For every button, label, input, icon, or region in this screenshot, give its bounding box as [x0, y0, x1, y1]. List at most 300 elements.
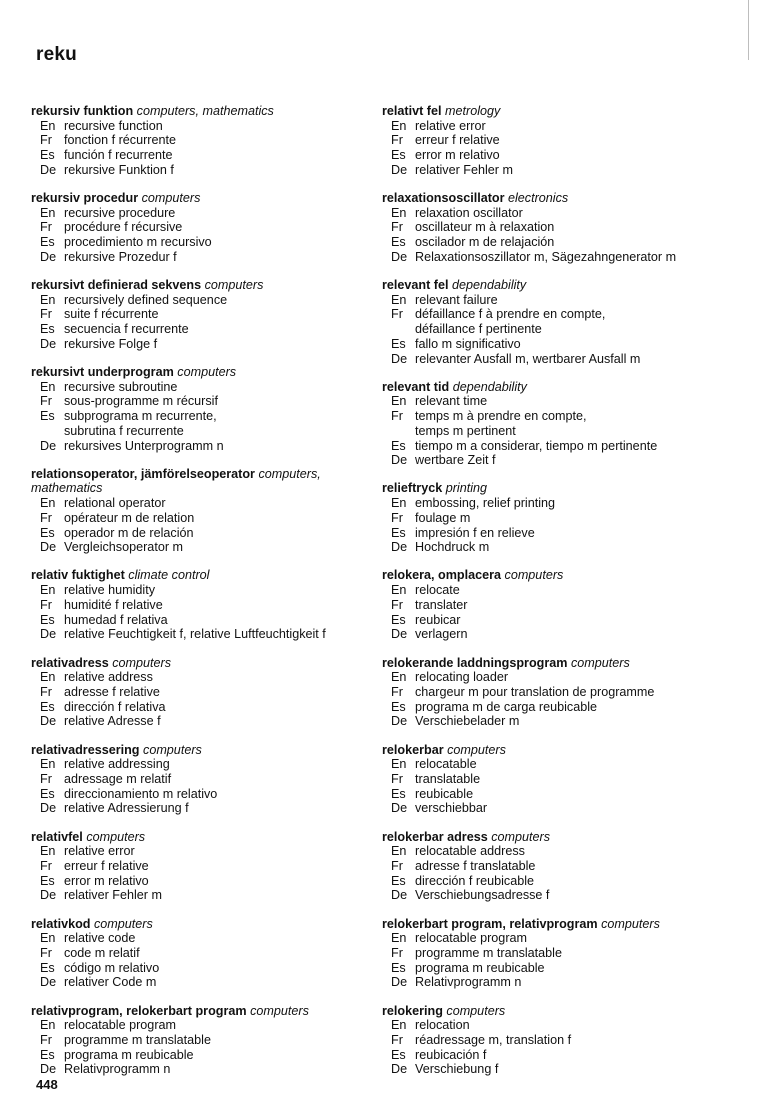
language-code: Fr	[40, 510, 52, 525]
translation-line	[382, 307, 732, 322]
language-code: En	[40, 931, 56, 946]
language-code: De	[391, 249, 408, 264]
translation-text: relational operator	[64, 496, 166, 511]
translation-text: humidité f relative	[64, 597, 163, 612]
translation-text: relocatable	[415, 757, 477, 772]
translation-line	[382, 787, 732, 802]
language-code: De	[391, 627, 408, 642]
entry-domain: computers	[94, 916, 153, 931]
translation-text: fonction f récurrente	[64, 133, 177, 148]
translation-line	[31, 307, 371, 322]
language-code: De	[391, 801, 408, 816]
entry-headword-line	[31, 278, 371, 293]
translation-line	[31, 220, 371, 235]
language-code: De	[40, 336, 57, 351]
translation-text: verlagern	[415, 627, 468, 642]
entry-term: rekursiv funktion	[31, 104, 134, 118]
entry-headword-line	[31, 1004, 371, 1019]
language-code: En	[40, 379, 56, 394]
translation-text: Verschiebung f	[415, 1062, 499, 1077]
entry-headword-line	[31, 568, 371, 583]
translation-text: dirección f reubicable	[415, 873, 535, 888]
language-code: Fr	[391, 133, 403, 148]
translation-line	[382, 1018, 732, 1033]
language-code: Es	[391, 336, 406, 351]
language-code: De	[391, 888, 408, 903]
translation-text: función f recurrente	[64, 148, 173, 163]
translation-text: dirección f relativa	[64, 699, 166, 714]
entry-headword-line	[31, 365, 371, 380]
translation-text: adresse f translatable	[415, 858, 536, 873]
translation-line	[382, 394, 732, 409]
entry-domain: printing	[445, 481, 488, 496]
page-number: 448	[36, 1077, 58, 1092]
language-code: Es	[391, 873, 406, 888]
language-code: Fr	[40, 307, 52, 322]
dictionary-entry	[382, 278, 732, 366]
entry-domain: climate control	[128, 568, 210, 583]
dictionary-entry	[382, 104, 732, 178]
translation-text: Verschiebelader m	[415, 714, 520, 729]
entry-term: relokerbar adress	[382, 829, 488, 844]
translation-text: défaillance f à prendre en compte,	[415, 307, 606, 322]
entry-domain: computers	[250, 1003, 309, 1018]
entry-term: relieftryck	[382, 481, 443, 496]
translation-line	[31, 844, 371, 859]
translation-line	[382, 1062, 732, 1077]
translation-line	[382, 293, 732, 308]
translation-line	[382, 874, 732, 889]
translation-line	[31, 874, 371, 889]
language-code: Fr	[40, 597, 52, 612]
entry-headword-line	[31, 104, 371, 119]
translation-line	[31, 496, 371, 511]
entry-headword-line	[382, 568, 732, 583]
entry-term: relativadress	[31, 655, 109, 670]
translation-text: procedimiento m recursivo	[64, 235, 212, 250]
translation-line	[31, 526, 371, 541]
language-code: Es	[391, 960, 406, 975]
translation-line	[382, 220, 732, 235]
dictionary-entry	[382, 191, 732, 265]
language-code: Es	[40, 960, 55, 975]
translation-line	[382, 496, 732, 511]
dictionary-entry	[31, 830, 371, 904]
translation-text: impresión f en relieve	[415, 525, 535, 540]
translation-text: recursively defined sequence	[64, 292, 228, 307]
translation-text: relocation	[415, 1018, 470, 1033]
language-code: Fr	[391, 771, 403, 786]
entry-headword-line	[31, 467, 371, 482]
entry-domain: computers	[86, 829, 146, 844]
translation-line	[31, 511, 371, 526]
translation-text: reubicar	[415, 612, 461, 627]
translation-text: oscillateur m à relaxation	[415, 220, 555, 235]
translation-line	[31, 801, 371, 816]
translation-line	[382, 409, 732, 424]
dictionary-entry	[31, 568, 371, 642]
translation-line	[382, 1033, 732, 1048]
language-code: De	[40, 1062, 57, 1077]
translation-line	[31, 757, 371, 772]
language-code: De	[40, 627, 57, 642]
language-code: Es	[391, 235, 406, 250]
translation-line	[31, 670, 371, 685]
translation-text: recursive subroutine	[64, 379, 178, 394]
language-code: Es	[40, 612, 55, 627]
translation-line	[31, 1048, 371, 1063]
language-code: En	[391, 496, 407, 511]
translation-line	[31, 859, 371, 874]
language-code: De	[40, 975, 57, 990]
entry-headword-line	[31, 743, 371, 758]
language-code: En	[391, 757, 407, 772]
translation-text: adressage m relatif	[64, 771, 172, 786]
entry-domain: computers	[141, 191, 201, 206]
translation-line	[31, 961, 371, 976]
translation-line	[31, 409, 371, 424]
language-code: Fr	[40, 858, 52, 873]
language-code: Es	[391, 1047, 406, 1062]
right-column	[382, 104, 732, 1091]
entry-domain: computers	[601, 916, 660, 931]
translation-text: Relaxationsoszillator m, Sägezahngenerator m	[415, 249, 677, 264]
entry-term: relativ fuktighet	[31, 568, 125, 583]
translation-text: programme m translatable	[415, 945, 562, 960]
language-code: Fr	[391, 858, 403, 873]
translation-text: adresse f relative	[64, 684, 160, 699]
entry-domain: computers	[491, 829, 551, 844]
translation-text: secuencia f recurrente	[64, 322, 189, 337]
entry-term: relokerande laddningsprogram	[382, 655, 568, 670]
translation-text: relative Adressierung f	[64, 801, 189, 816]
language-code: En	[391, 844, 407, 859]
translation-text: relocating loader	[415, 670, 509, 685]
translation-line	[382, 801, 732, 816]
translation-line	[31, 613, 371, 628]
translation-text: rekursive Funktion f	[64, 162, 174, 177]
language-code: Fr	[391, 945, 403, 960]
translation-line	[382, 888, 732, 903]
entry-domain: computers	[143, 742, 202, 757]
translation-text: relative code	[64, 931, 136, 946]
language-code: Es	[40, 873, 55, 888]
translation-line	[31, 1018, 371, 1033]
entry-term: relativt fel	[382, 104, 442, 118]
dictionary-entry	[31, 917, 371, 991]
language-code: Es	[40, 699, 55, 714]
language-code: Es	[391, 438, 406, 453]
translation-text: tiempo m a considerar, tiempo m pertinente	[415, 438, 658, 453]
translation-line	[382, 844, 732, 859]
language-code: Fr	[40, 133, 52, 148]
translation-line	[382, 540, 732, 555]
translation-line	[382, 859, 732, 874]
language-code: Es	[40, 1047, 55, 1062]
translation-line	[31, 931, 371, 946]
translation-text: erreur f relative	[415, 133, 500, 148]
entry-headword-line	[31, 830, 371, 845]
translation-line	[382, 931, 732, 946]
translation-line	[382, 337, 732, 352]
entry-headword-line	[31, 191, 371, 206]
language-code: De	[391, 975, 408, 990]
translation-line	[382, 772, 732, 787]
dictionary-entry	[31, 104, 371, 178]
translation-line	[382, 1048, 732, 1063]
entry-domain: computers	[447, 742, 506, 757]
translation-line	[31, 787, 371, 802]
language-code: De	[40, 162, 57, 177]
translation-line	[31, 772, 371, 787]
language-code: Es	[40, 148, 55, 163]
translation-line	[31, 1033, 371, 1048]
language-code: Es	[40, 235, 55, 250]
translation-line	[31, 322, 371, 337]
language-code: En	[40, 1018, 56, 1033]
translation-text: direccionamiento m relativo	[64, 786, 218, 801]
language-code: En	[391, 118, 407, 133]
translation-line	[31, 250, 371, 265]
translation-continuation: temps m pertinent	[415, 423, 516, 438]
translation-line	[382, 670, 732, 685]
language-code: Fr	[391, 307, 403, 322]
translation-line	[382, 583, 732, 598]
translation-text: relocatable program	[415, 931, 528, 946]
language-code: Fr	[40, 394, 52, 409]
dictionary-entry	[382, 917, 732, 991]
translation-line	[31, 627, 371, 642]
language-code: En	[391, 292, 407, 307]
dictionary-entry	[382, 481, 732, 555]
language-code: Fr	[40, 220, 52, 235]
entry-domain: computers	[504, 568, 564, 583]
language-code: Es	[40, 525, 55, 540]
language-code: Fr	[40, 1032, 52, 1047]
translation-line	[382, 526, 732, 541]
language-code: En	[391, 205, 407, 220]
entry-term: rekursivt underprogram	[31, 365, 174, 380]
translation-text: procédure f récursive	[64, 220, 183, 235]
dictionary-entry	[382, 380, 732, 468]
language-code: Fr	[391, 510, 403, 525]
translation-line	[31, 583, 371, 598]
translation-line	[382, 627, 732, 642]
dictionary-entry	[31, 743, 371, 817]
dictionary-entry	[31, 1004, 371, 1078]
translation-text: suite f récurrente	[64, 307, 159, 322]
page-edge-rule	[748, 0, 749, 60]
translation-line	[382, 250, 732, 265]
language-code: Es	[391, 612, 406, 627]
dictionary-entry	[31, 656, 371, 730]
translation-text: reubicable	[415, 786, 474, 801]
language-code: En	[40, 757, 56, 772]
entry-term: rekursivt definierad sekvens	[31, 278, 202, 293]
dictionary-entry	[31, 191, 371, 265]
translation-line	[31, 119, 371, 134]
translation-text: programa m reubicable	[64, 1047, 194, 1062]
language-code: De	[391, 351, 408, 366]
translation-text: rekursives Unterprogramm n	[64, 438, 224, 453]
language-code: Es	[391, 699, 406, 714]
language-code: De	[391, 162, 408, 177]
translation-text: relativer Fehler m	[415, 162, 513, 177]
language-code: En	[40, 844, 56, 859]
translation-text: error m relativo	[64, 873, 149, 888]
translation-line	[31, 163, 371, 178]
entry-domain: computers	[570, 655, 630, 670]
translation-text: relative address	[64, 670, 153, 685]
translation-line	[31, 293, 371, 308]
entry-domain: metrology	[445, 104, 501, 118]
translation-text: wertbare Zeit f	[415, 453, 496, 468]
translation-line	[31, 700, 371, 715]
translation-text: relaxation oscillator	[415, 205, 523, 220]
language-code: Fr	[40, 945, 52, 960]
language-code: De	[40, 249, 57, 264]
translation-text: code m relatif	[64, 945, 140, 960]
language-code: Es	[391, 148, 406, 163]
translation-text: error m relativo	[415, 148, 500, 163]
translation-line	[382, 439, 732, 454]
translation-line	[31, 540, 371, 555]
entry-domain-continuation: mathematics	[31, 481, 103, 496]
language-code: En	[391, 670, 407, 685]
translation-line	[31, 685, 371, 700]
translation-text: relevant failure	[415, 292, 498, 307]
entry-domain: dependability	[452, 379, 527, 394]
translation-text: sous-programme m récursif	[64, 394, 218, 409]
entry-headword-line	[31, 656, 371, 671]
language-code: Fr	[391, 684, 403, 699]
entry-domain: electronics	[508, 191, 569, 206]
entry-term: relativfel	[31, 829, 83, 844]
entry-term: relokerbart program, relativprogram	[382, 916, 598, 931]
translation-line	[382, 700, 732, 715]
translation-text: temps m à prendre en compte,	[415, 409, 587, 424]
translation-line	[31, 206, 371, 221]
language-code: De	[40, 540, 57, 555]
translation-text: verschiebbar	[415, 801, 488, 816]
language-code: Es	[40, 786, 55, 801]
translation-text: programa m reubicable	[415, 960, 545, 975]
translation-text: programme m translatable	[64, 1032, 211, 1047]
translation-text: chargeur m pour translation de programme	[415, 684, 655, 699]
language-code: Es	[391, 525, 406, 540]
language-code: De	[40, 714, 57, 729]
translation-text: translatable	[415, 771, 481, 786]
translation-text: código m relativo	[64, 960, 160, 975]
language-code: De	[391, 453, 408, 468]
language-code: De	[391, 540, 408, 555]
entry-domain: dependability	[452, 278, 527, 293]
translation-text: relative error	[415, 118, 486, 133]
translation-text: Hochdruck m	[415, 540, 490, 555]
language-code: En	[40, 205, 56, 220]
translation-text: programa m de carga reubicable	[415, 699, 598, 714]
translation-text: Vergleichsoperator m	[64, 540, 184, 555]
language-code: En	[40, 292, 56, 307]
entry-headword-line	[382, 278, 732, 293]
translation-text: relativer Code m	[64, 975, 157, 990]
translation-line	[31, 888, 371, 903]
translation-line	[382, 613, 732, 628]
translation-line	[382, 946, 732, 961]
translation-line	[31, 235, 371, 250]
translation-line	[31, 1062, 371, 1077]
dictionary-entry	[31, 365, 371, 453]
entry-headword-line	[382, 380, 732, 395]
language-code: De	[40, 801, 57, 816]
translation-line	[31, 714, 371, 729]
entry-term: rekursiv procedur	[31, 191, 139, 206]
translation-text: subprograma m recurrente,	[64, 409, 217, 424]
entry-term: relativprogram, relokerbart program	[31, 1003, 247, 1018]
dictionary-entry	[382, 1004, 732, 1078]
translation-line	[31, 598, 371, 613]
translation-line	[382, 453, 732, 468]
language-code: Fr	[40, 771, 52, 786]
entry-term: relativkod	[31, 916, 91, 931]
dictionary-entry	[382, 743, 732, 817]
translation-text: relativer Fehler m	[64, 888, 162, 903]
entry-domain: computers	[446, 1003, 506, 1018]
translation-line	[31, 394, 371, 409]
translation-line	[382, 206, 732, 221]
language-code: De	[391, 714, 408, 729]
translation-text: humedad f relativa	[64, 612, 168, 627]
entry-domain: computers	[112, 655, 172, 670]
translation-text: Verschiebungsadresse f	[415, 888, 550, 903]
language-code: Es	[391, 786, 406, 801]
translation-line	[31, 133, 371, 148]
language-code: Fr	[391, 597, 403, 612]
translation-text: relative error	[64, 844, 135, 859]
entry-headword-line	[382, 830, 732, 845]
language-code: De	[40, 888, 57, 903]
translation-line	[31, 975, 371, 990]
entry-headword-line	[382, 191, 732, 206]
translation-line	[382, 119, 732, 134]
translation-text: oscilador m de relajación	[415, 235, 555, 250]
language-code: En	[391, 394, 407, 409]
translation-text: embossing, relief printing	[415, 496, 556, 511]
translation-text: recursive function	[64, 118, 163, 133]
translation-line	[31, 148, 371, 163]
language-code: En	[391, 583, 407, 598]
translation-text: relocate	[415, 583, 460, 598]
translation-line	[382, 757, 732, 772]
translation-line	[382, 235, 732, 250]
translation-line	[382, 163, 732, 178]
dictionary-entry	[31, 278, 371, 352]
entry-term: relokera, omplacera	[382, 568, 502, 583]
entry-headword-line	[382, 656, 732, 671]
language-code: Es	[40, 322, 55, 337]
translation-line	[382, 352, 732, 367]
translation-line	[31, 337, 371, 352]
entry-headword-line	[382, 1004, 732, 1019]
entry-term: relokering	[382, 1003, 443, 1018]
translation-text: erreur f relative	[64, 858, 149, 873]
entry-headword-line	[382, 917, 732, 932]
translation-line	[31, 946, 371, 961]
entry-term: relevant fel	[382, 278, 449, 293]
translation-text: relocatable address	[415, 844, 525, 859]
entry-term: relevant tid	[382, 379, 450, 394]
entry-term: relaxationsoscillator	[382, 191, 505, 206]
